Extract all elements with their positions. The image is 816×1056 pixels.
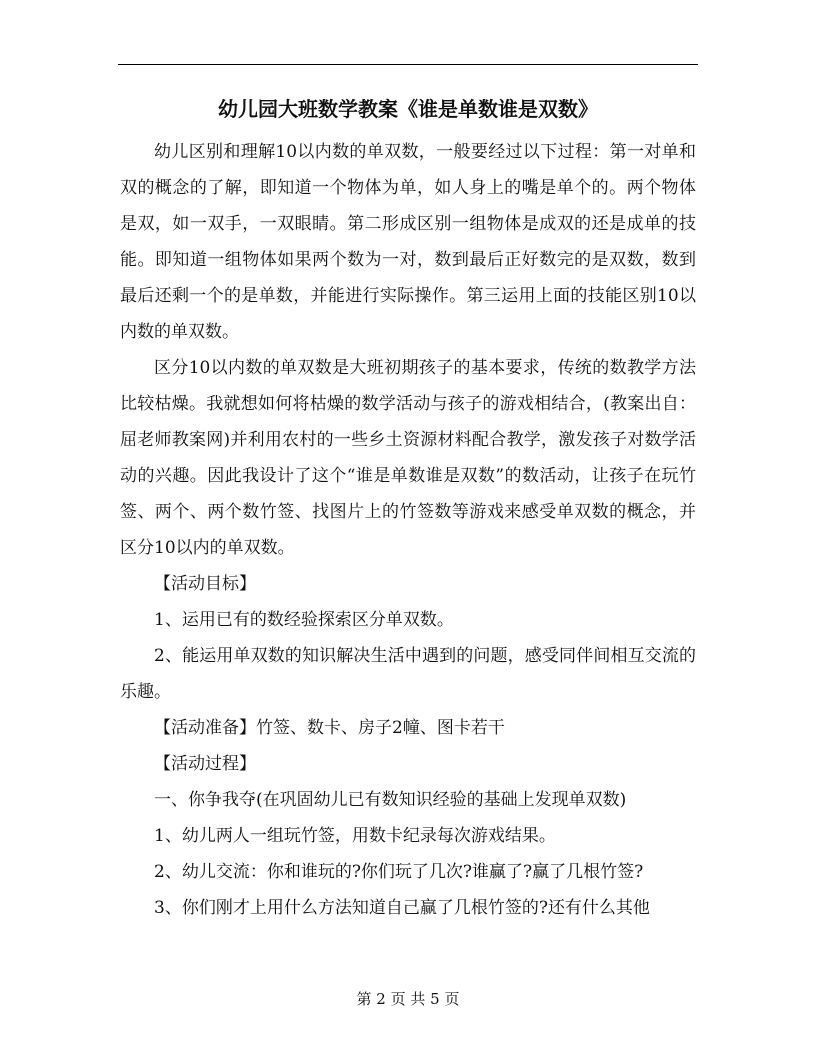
document-body [120,134,696,926]
goal-item-1: 1、运用已有的数经验探索区分单双数。 [154,610,454,630]
goal-item-2: 2、能运用单双数的知识解决生活中遇到的问题，感受同伴间相互交流的乐趣。 [120,646,696,702]
heading-activity-process: 【活动过程】 [154,754,256,774]
paragraph-intro: 幼儿区别和理解10以内数的单双数，一般要经过以下过程：第一对单和双的概念的了解，即知道一个物体为单，如人身上的嘴是单个的。两个物体是双，如一双手，一双眼睛。第二形成区别一组物体是成双的还是成单的技能。即知道一组物体如果两个数为一对，数到最后正好数完的是双数，数到最后还剩一个的是单数，并能进行实际操作。第三运用上面的技能区别10以内数的单双数。 [120,142,696,342]
paragraph-design: 区分10以内数的单双数是大班初期孩子的基本要求，传统的数教学方法比较枯燥。我就想如何将枯燥的数学活动与孩子的游戏相结合，(教案出自：屈老师教案网)并利用农村的一些乡土资源材料配合教学，激发孩子对数学活动的兴趣。因此我设计了这个“谁是单数谁是双数”的数活动，让孩子在玩竹签、两个、两个数竹签、找图片上的竹签数等游戏来感受单双数的概念，并区分10以内的单双数。 [120,358,696,558]
process-step-3: 3、你们刚才上用什么方法知道自己赢了几根竹签的?还有什么其他 [154,898,650,918]
heading-activity-preparation: 【活动准备】竹签、数卡、房子2幢、图卡若干 [154,718,505,738]
heading-activity-goals: 【活动目标】 [154,574,256,594]
header-rule [118,64,698,65]
process-section-1: 一、你争我夺(在巩固幼儿已有数知识经验的基础上发现单双数) [154,790,627,810]
document-title: 幼儿园大班数学教案《谁是单数谁是双数》 [218,97,598,121]
page-number: 第 2 页 共 5 页 [356,990,460,1008]
process-step-1: 1、幼儿两人一组玩竹签，用数卡纪录每次游戏结果。 [154,826,556,846]
process-step-2: 2、幼儿交流：你和谁玩的?你们玩了几次?谁赢了?赢了几根竹签? [154,862,644,882]
